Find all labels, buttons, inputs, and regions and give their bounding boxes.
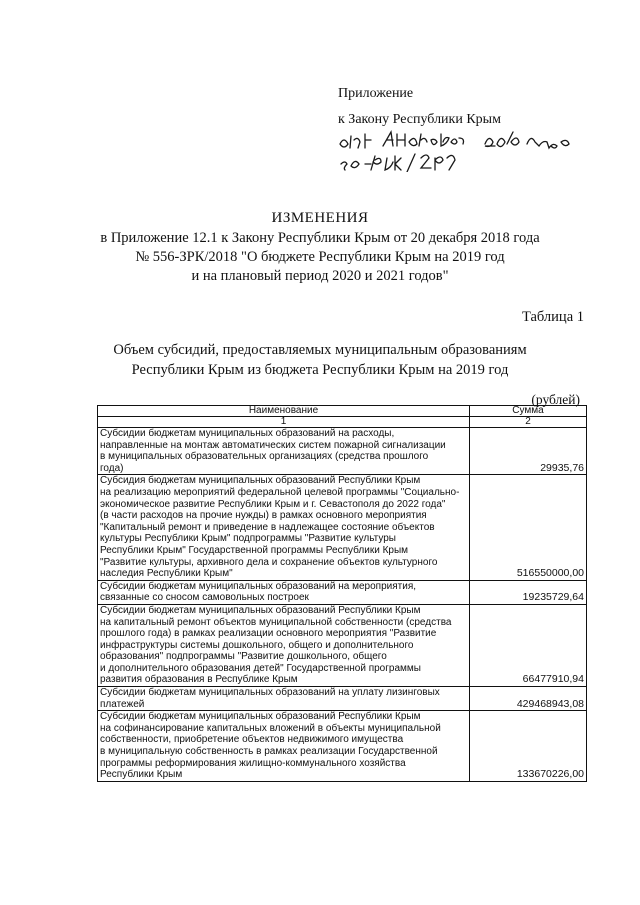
table-label: Таблица 1 (521, 309, 584, 325)
table-row (98, 711, 587, 782)
row-name: Субсидии бюджетам муниципальных образований Республики Крым на капитальный ремонт объектов муниципальной собственности (средства прошлого года) в рамках реализации основного мероприятия "Развитие инфраструктуры системы дошкольного, общего и дополнительного образования" подпрограммы "Развитие дошкольного, общего и дополнительного образования детей" Государственной программы развития образования в Республике Крым (98, 604, 470, 686)
row-name: Субсидии бюджетам муниципальных образований на уплату лизинговых платежей (98, 687, 470, 711)
subtitle-line: в Приложение 12.1 к Закону Республики Крым от 20 декабря 2018 года (100, 230, 540, 246)
column-number: 1 (98, 417, 470, 428)
annex-title: Приложение (338, 86, 414, 101)
subtitle-line: и на плановый период 2020 и 2021 годов" (191, 268, 449, 284)
row-amount: 133670226,00 (470, 711, 587, 782)
handwritten-signature-date (335, 130, 585, 172)
table-row (98, 687, 587, 711)
row-name: Субсидии бюджетам муниципальных образований на мероприятия, связанные со сносом самовольных построек (98, 580, 470, 604)
table-row (98, 604, 587, 686)
column-header-amount: Сумма (470, 406, 587, 417)
row-amount: 516550000,00 (470, 475, 587, 580)
document-title: ИЗМЕНЕНИЯ (271, 210, 369, 226)
row-amount: 29935,76 (470, 428, 587, 475)
subsidies-table (97, 405, 587, 782)
row-name: Субсидии бюджетам муниципальных образований Республики Крым на софинансирование капитальных вложений в объекты муниципальной собственности, приобретение объектов недвижимого имущества в муниципальную собственность в рамках реализации Государственной программы реформирования жилищно-коммунального хозяйства Республики Крым (98, 711, 470, 782)
row-name: Субсидии бюджетам муниципальных образований на расходы, направленные на монтаж автоматических систем пожарной сигнализации в муниципальных образовательных организациях (средства прошлого года) (98, 428, 470, 475)
column-number: 2 (470, 417, 587, 428)
table-header-row (98, 406, 587, 417)
row-amount: 66477910,94 (470, 604, 587, 686)
row-amount: 19235729,64 (470, 580, 587, 604)
table-caption-line: Объем субсидий, предоставляемых муниципальным образованиям (113, 342, 527, 358)
table-row (98, 428, 587, 475)
table-caption-line: Республики Крым из бюджета Республики Крым на 2019 год (131, 362, 509, 378)
row-name: Субсидия бюджетам муниципальных образований Республики Крым на реализацию мероприятий федеральной целевой программы "Социально- экономическое развитие Республики Крым и г. Севастополя до 2022 года" (в части расходов на прочие нужды) в рамках основного мероприятия "Капитальный ремонт и приведение в надлежащее состояние объектов культуры Республики Крым" подпрограммы "Развитие культуры Республики Крым" Государственной программы Республики Крым "Развитие культуры, архивного дела и сохранение объектов культурного наследия Республики Крым" (98, 475, 470, 580)
annex-law-reference: к Закону Республики Крым (338, 112, 501, 127)
units-label: (рублей) (531, 392, 580, 407)
table-row (98, 475, 587, 580)
column-number-row (98, 417, 587, 428)
table-row (98, 580, 587, 604)
row-amount: 429468943,08 (470, 687, 587, 711)
subtitle-line: № 556-ЗРК/2018 "О бюджете Республики Крым на 2019 год (135, 249, 505, 265)
column-header-name: Наименование (98, 406, 470, 417)
